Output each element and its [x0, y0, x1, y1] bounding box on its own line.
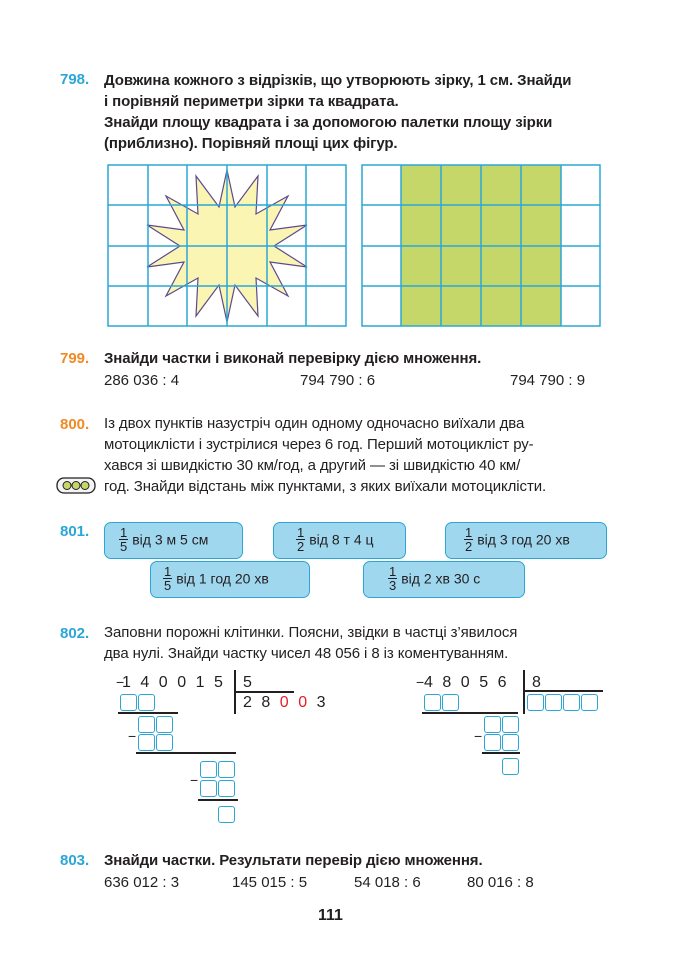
pill-text: від 2 хв 30 с	[401, 570, 481, 587]
empty-cell[interactable]	[120, 694, 137, 711]
task-799-expr3: 794 790 : 9	[510, 372, 586, 389]
task-800-text	[104, 413, 614, 497]
task-802-text	[104, 622, 614, 664]
task-802-number: 802.	[60, 625, 90, 642]
minus-sign: −	[190, 772, 199, 788]
task-803-number: 803.	[60, 852, 90, 869]
empty-cell[interactable]	[545, 694, 562, 711]
empty-cell[interactable]	[138, 716, 155, 733]
task-798-number: 798.	[60, 71, 90, 88]
empty-cell[interactable]	[502, 716, 519, 733]
empty-cell[interactable]	[424, 694, 441, 711]
task-799-expr2: 794 790 : 6	[300, 372, 376, 389]
task-803-expr3: 54 018 : 6	[354, 874, 421, 891]
task-802-line2: два нулі. Знайди частку чисел 48 056 і 8 із коментуванням.	[104, 645, 509, 662]
empty-cell[interactable]	[200, 761, 217, 778]
dividend: 48056	[424, 674, 516, 691]
group-work-icon	[56, 477, 96, 494]
task-801-number: 801.	[60, 523, 90, 540]
task-800-number: 800.	[60, 416, 90, 433]
empty-cell[interactable]	[563, 694, 580, 711]
subtract-line	[422, 712, 518, 714]
pill-expr-5	[363, 561, 525, 598]
pill-text: від 1 год 20 хв	[176, 570, 269, 587]
empty-cell[interactable]	[442, 694, 459, 711]
empty-cell[interactable]	[502, 734, 519, 751]
fraction: $\frac{1}{2}$	[465, 525, 473, 554]
subtract-line	[482, 752, 520, 754]
task-798-line2: і порівняй периметри зірки та квадрата.	[104, 93, 399, 110]
quotient: 28003	[243, 694, 335, 711]
empty-cell[interactable]	[218, 806, 235, 823]
task-800-line2: мотоциклісти і зустрілися через 6 год. Перший мотоцикліст ру-	[104, 436, 534, 453]
empty-cell[interactable]	[502, 758, 519, 775]
empty-cell[interactable]	[156, 716, 173, 733]
task-802-line1: Заповни порожні клітинки. Поясни, звідки в частці з’явилося	[104, 624, 518, 641]
subtract-line	[136, 752, 236, 754]
empty-cell[interactable]	[218, 761, 235, 778]
task-799-number: 799.	[60, 350, 90, 367]
minus-sign: −	[128, 728, 137, 744]
pill-expr-1	[104, 522, 243, 559]
empty-cell[interactable]	[581, 694, 598, 711]
task-800-line4: год. Знайди відстань між пунктами, з яких виїхали мотоциклісти.	[104, 478, 547, 495]
task-798-line3: Знайди площу квадрата і за допомогою палетки площу зірки	[104, 114, 553, 131]
empty-cell[interactable]	[200, 780, 217, 797]
fraction: $\frac{1}{2}$	[297, 525, 305, 554]
empty-cell[interactable]	[138, 694, 155, 711]
task-798-line4: (приблизно). Порівняй площі цих фігур.	[104, 135, 398, 152]
pill-text: від 3 год 20 хв	[477, 531, 570, 548]
empty-cell[interactable]	[527, 694, 544, 711]
task-799-expr1: 286 036 : 4	[104, 372, 180, 389]
long-division-1	[100, 668, 360, 838]
empty-cell[interactable]	[156, 734, 173, 751]
pill-expr-2	[273, 522, 406, 559]
minus-sign: −	[116, 674, 125, 690]
dividend: 140015	[122, 674, 233, 691]
task-803-expr2: 145 015 : 5	[232, 874, 308, 891]
minus-sign: −	[416, 674, 425, 690]
task-800-line3: хався зі швидкістю 30 км/год, а другий — зі швидкістю 40 км/	[104, 457, 521, 474]
task-798-text	[104, 70, 614, 154]
square-grid-figure	[361, 164, 601, 327]
empty-cell[interactable]	[484, 716, 501, 733]
task-800-line1: Із двох пунктів назустріч один одному одночасно виїхали два	[104, 415, 525, 432]
fraction: $\frac{1}{5}$	[120, 525, 128, 554]
empty-cell[interactable]	[484, 734, 501, 751]
page-number: 111	[318, 907, 343, 924]
fraction: $\frac{1}{3}$	[389, 564, 397, 593]
pill-expr-3	[445, 522, 607, 559]
minus-sign: −	[474, 728, 483, 744]
long-division-2	[414, 668, 614, 788]
task-798-line1: Довжина кожного з відрізків, що утворюють зірку, 1 см. Знайди	[104, 72, 572, 89]
fraction: $\frac{1}{5}$	[164, 564, 172, 593]
empty-cell[interactable]	[218, 780, 235, 797]
star-grid-figure	[107, 164, 347, 327]
pill-text: від 3 м 5 см	[132, 531, 209, 548]
task-803-expr4: 80 016 : 8	[467, 874, 534, 891]
division-bar	[523, 670, 525, 714]
empty-cell[interactable]	[138, 734, 155, 751]
task-799-text: Знайди частки і виконай перевірку дією множення.	[104, 350, 482, 367]
subtract-line	[198, 799, 238, 801]
divisor: 8	[532, 674, 551, 691]
pill-text: від 8 т 4 ц	[309, 531, 374, 548]
divisor: 5	[243, 674, 262, 691]
task-803-text: Знайди частки. Результати перевір дією множення.	[104, 852, 483, 869]
subtract-line	[118, 712, 178, 714]
task-803-expr1: 636 012 : 3	[104, 874, 180, 891]
pill-expr-4	[150, 561, 310, 598]
